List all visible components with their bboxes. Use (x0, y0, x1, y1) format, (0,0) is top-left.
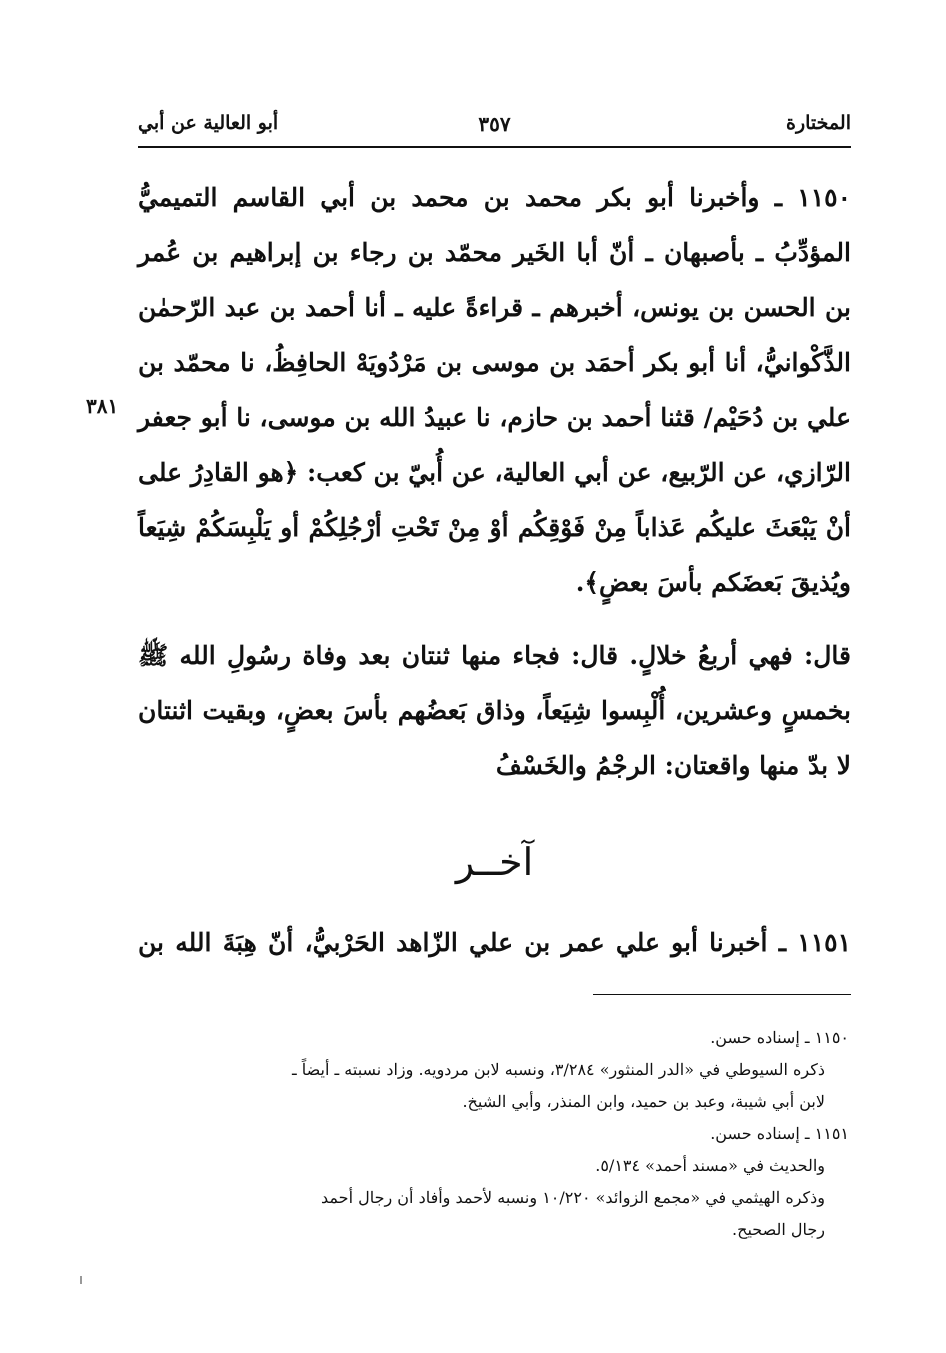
footnotes (140, 1024, 849, 1248)
scan-mark (80, 1276, 82, 1284)
running-title: أبو العالية عن أبي (138, 112, 279, 134)
page-header (138, 104, 851, 144)
hadith-paragraph-1150: ١١٥٠ ـ وأخبرنا أبو بكر محمد بن محمد بن أبي القاسم التميميُّ المؤدِّبُ ـ بأصبهان ـ أنّ أبا الخَير محمّد بن رجاء بن إبراهيم بن عُمر بن الحسن بن يونس، أخبرهم ـ قراءةً عليه ـ أنا أحمد بن عبد الرّحمٰن الذَّكْوانيُّ، أنا أبو بكر أحمَد بن موسى بن مَرْدُويَهْ الحافِظُ، نا محمّد بن علي بن دُحَيْم/ قثنا أحمد بن حازم، نا عبيدُ الله بن موسى، نا أبو جعفر الرّازي، عن الرّبيع، عن أبي العالية، عن أُبيّ بن كعب: ﴿هو القادِرُ على أنْ يَبْعَثَ عليكُم عَذاباً مِنْ فَوْقِكُم أوْ مِنْ تَحْتِ أرْجُلِكُمْ أو يَلْبِسَكُمْ شِيَعاً ويُذيقَ بَعضَكم بأسَ بعضٍ﴾. (138, 183, 852, 597)
footnote-1150-heading: ١١٥٠ ـ إسناده حسن. (710, 1028, 849, 1047)
book-title: المختارة (786, 112, 851, 134)
footnote-1151-line: والحديث في «مسند أحمد» ٥/١٣٤. (595, 1156, 825, 1175)
footnote-1150-line: ذكره السيوطي في «الدر المنثور» ٣/٢٨٤، ونسبه لابن مردويه. وزاد نسبته ـ أيضاً ـ (292, 1060, 825, 1079)
hadith-paragraph-1151: ١١٥١ ـ أخبرنا أبو علي عمر بن علي الزّاهد الحَرْبيُّ، أنّ هِبَةَ الله بن (138, 928, 851, 957)
footnote-1151-heading: ١١٥١ ـ إسناده حسن. (710, 1124, 849, 1143)
footnote-rule (593, 994, 851, 995)
section-title: آخــر (455, 840, 534, 884)
main-text (138, 170, 851, 793)
footnote-1151-line: وذكره الهيثمي في «مجمع الزوائد» ١٠/٢٢٠ ونسبه لأحمد وأفاد أن رجال أحمد (321, 1188, 825, 1207)
footnote-1150-line: لابن أبي شيبة، وعبد بن حميد، وابن المنذر، وأبي الشيخ. (462, 1092, 825, 1111)
page-number: ٣٥٧ (478, 112, 511, 136)
footnote-1151-line: رجال الصحيح. (732, 1220, 825, 1239)
header-rule (138, 146, 851, 148)
margin-reference-number: ٣٨١ (86, 394, 119, 418)
hadith-commentary-paragraph: قال: فهي أربعُ خلالٍ. قال: فجاء منها ثنتان بعد وفاة رسُولِ الله ﷺ بخمسٍ وعشرين، أُلْبِسوا شِيَعاً، وذاق بَعضُهم بأسَ بعضٍ، وبقيت اثنتان لا بدّ منها واقعتان: الرجْمُ والخَسْفُ (138, 641, 851, 780)
